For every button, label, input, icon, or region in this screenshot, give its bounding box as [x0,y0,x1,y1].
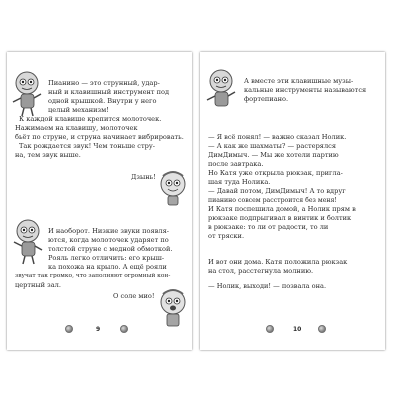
text-line: ка похожа на крыло. А ещё рояли [48,263,167,271]
text-line: ный и клавишный инструмент под [48,88,170,96]
text-line: фортепиано. [244,95,289,103]
left-page [7,52,192,350]
nolik-character-icon [157,288,189,330]
text-line: Нажимаем на клавишу, молоточек [15,124,138,132]
text-line: Так рождается звук! Чем тоньше стру- [19,142,155,150]
text-line: И наоборот. Низкие звуки появля- [48,227,169,235]
text-line: И Катя поспешила домой, а Нолик прям в [208,205,356,213]
text-line: К каждой клавише крепится молоточек. [19,115,162,123]
text-line: — Я всё понял! — важно сказал Нолик. [208,133,347,141]
text-line: целый механизм! [48,106,109,114]
text-line: толстой струне с медной обмоткой. [48,245,173,253]
fixie-character-icon [204,68,238,112]
right-page [200,52,385,350]
text-line: Но Катя уже открыла рюкзак, пригла- [208,169,343,177]
text-line: от тряски. [208,232,245,240]
text-line: ются, когда молоточек ударяет по [48,236,169,244]
page-number: 9 [96,326,101,333]
text-line: шая туда Нолика. [208,178,271,186]
text-line: бьёт по струне, и струна начинает вибрировать. [15,133,184,141]
ornament-icon [266,325,274,333]
text-line: после завтрака. [208,160,264,168]
text-line: О соле мио! [113,292,155,300]
text-line: А вместе эти клавишные музы- [244,77,354,85]
text-line: Пианино — это струнный, удар- [48,79,160,87]
nolik-character-icon [157,170,189,206]
ornament-icon [318,325,326,333]
text-line: И вот они дома. Катя положила рюкзак [208,258,348,266]
ornament-icon [120,325,128,333]
text-line: рюкзаке подпрыгивал в винтик и болтик [208,214,352,222]
text-line: — А как же шахматы? — растерялся [208,142,336,150]
text-line: пианино совсем расстроится без меня! [208,197,337,204]
text-line: Дзынь! [131,173,156,181]
text-line: — Нолик, выходи! — позвала она. [208,282,327,290]
fixie-character-icon [11,70,45,118]
text-line: звучат так громко, что заполняют огромный кон- [15,273,171,279]
text-line: кальные инструменты называются [244,86,367,94]
text-line: — Давай потом, ДимДимыч! А то вдруг [208,187,346,195]
ornament-icon [65,325,73,333]
text-line: на, тем звук выше. [15,151,81,159]
page-number: 10 [293,326,302,333]
text-line: в рюкзаке: то ли от радости, то ли [208,223,329,231]
text-line: Рояль легко отличить: его крыш- [48,254,165,262]
text-line: на стол, расстегнула молнию. [208,267,314,275]
text-line: одной крышкой. Внутри у него [48,97,157,105]
text-line: ДимДимыч. — Мы же хотели партию [208,151,339,159]
text-line: цертный зал. [15,281,61,289]
fixie-character-icon [11,218,45,266]
